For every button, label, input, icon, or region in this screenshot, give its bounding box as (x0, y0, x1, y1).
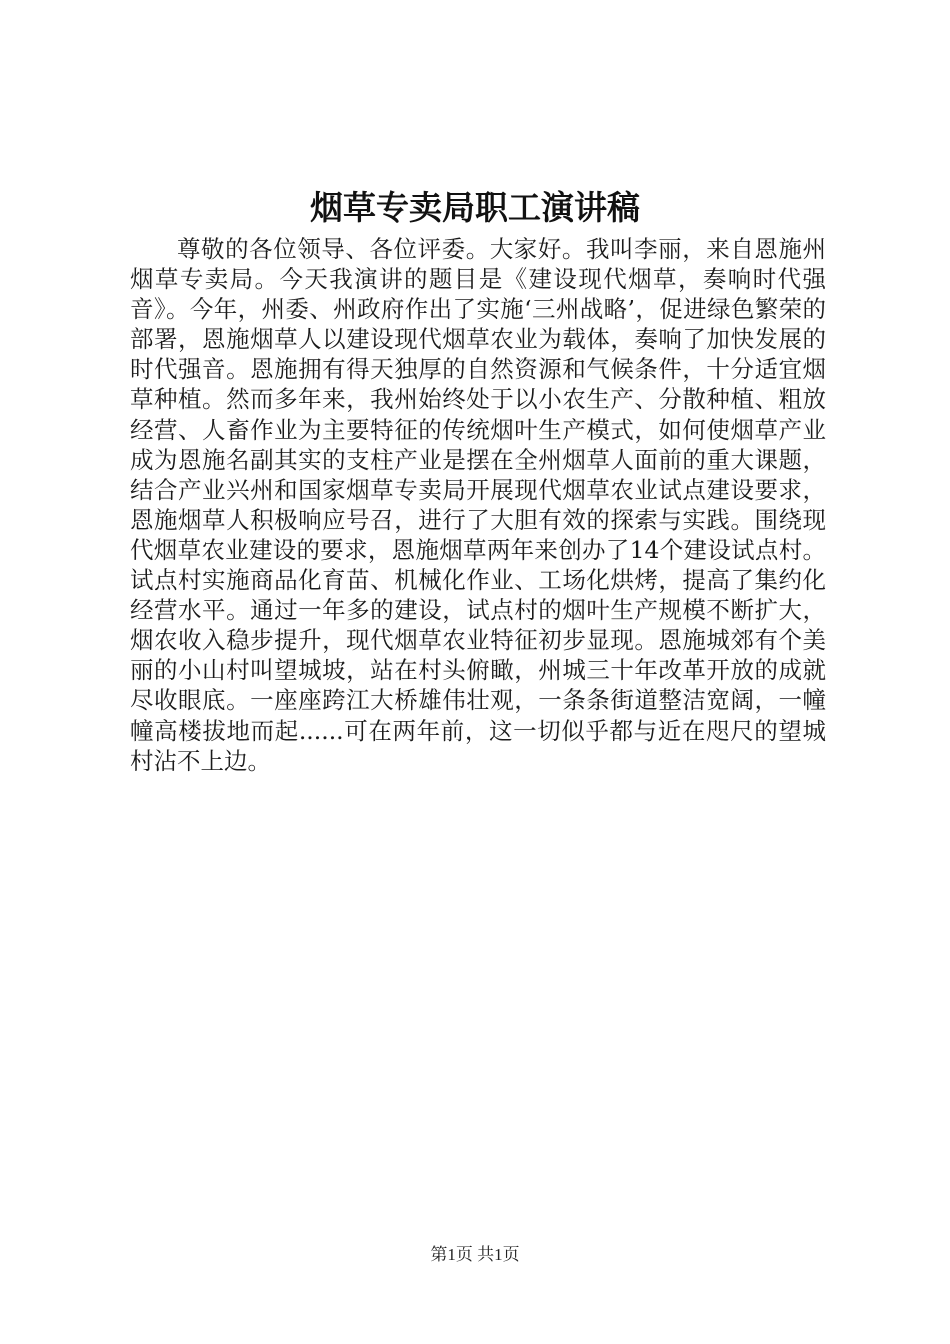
page-number-footer: 第1页 共1页 (430, 1245, 520, 1264)
speech-paragraph: 尊敬的各位领导、各位评委。大家好。我叫李丽，来自恩施州烟草专卖局。今天我演讲的题目是《建设现代烟草，奏响时代强音》。今年，州委、州政府作出了实施‘三州战略’，促进绿色繁荣的部署，恩施烟草人以建设现代烟草农业为载体，奏响了加快发展的时代强音。恩施拥有得天独厚的自然资源和气候条件，十分适宜烟草种植。然而多年来，我州始终处于以小农生产、分散种植、粗放经营、人畜作业为主要特征的传统烟叶生产模式，如何使烟草产业成为恩施名副其实的支柱产业是摆在全州烟草人面前的重大课题，结合产业兴州和国家烟草专卖局开展现代烟草农业试点建设要求，恩施烟草人积极响应号召，进行了大胆有效的探索与实践。围绕现代烟草农业建设的要求，恩施烟草两年来创办了14个建设试点村。试点村实施商品化育苗、机械化作业、工场化烘烤，提高了集约化经营水平。通过一年多的建设，试点村的烟叶生产规模不断扩大，烟农收入稳步提升，现代烟草农业特征初步显现。恩施城郊有个美丽的小山村叫望城坡，站在村头俯瞰，州城三十年改革开放的成就尽收眼底。一座座跨江大桥雄伟壮观，一条条街道整洁宽阔，一幢幢高楼拔地而起......可在两年前，这一切似乎都与近在咫尺的望城村沾不上边。 (130, 235, 826, 775)
document-title: 烟草专卖局职工演讲稿 (310, 188, 640, 227)
